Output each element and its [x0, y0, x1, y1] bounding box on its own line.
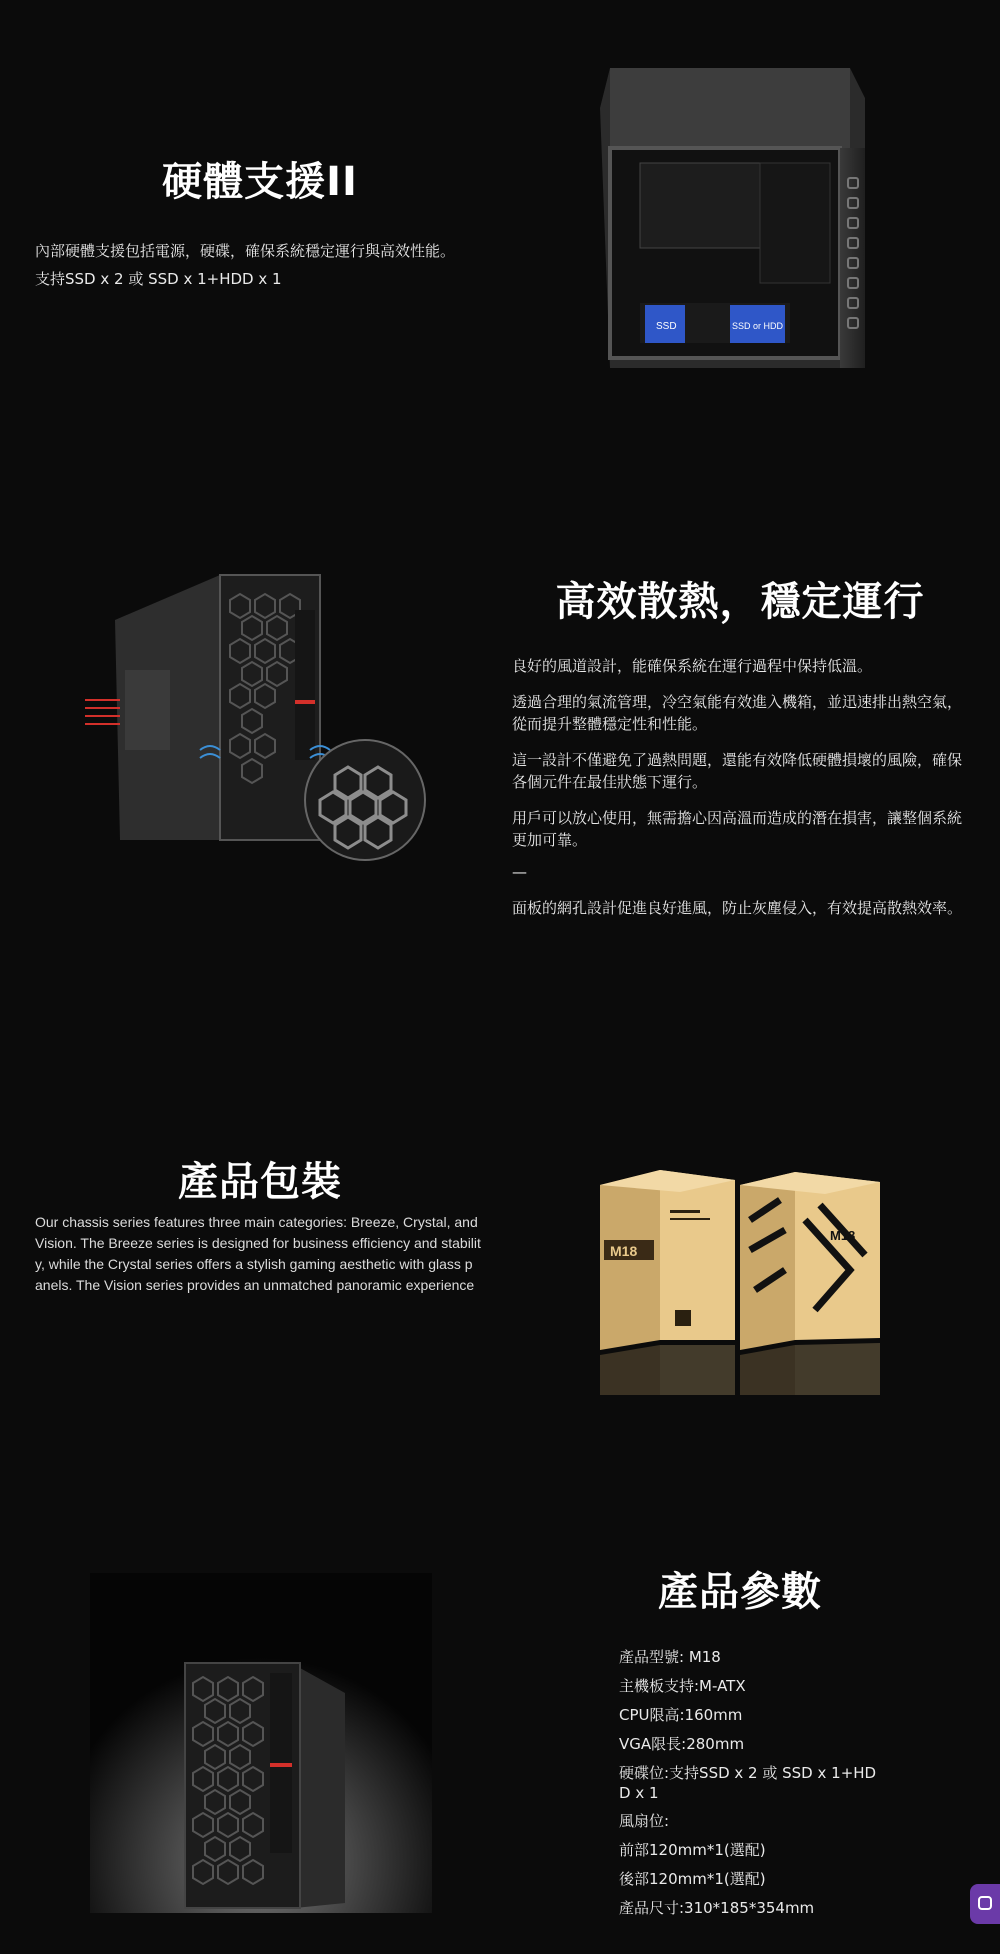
package-line-1: Our chassis series features three main categories: Breeze, Crystal, and: [35, 1214, 478, 1230]
cooling-paragraph-2: 透過合理的氣流管理，冷空氣能有效進入機箱，並迅速排出熱空氣，從而提升整體穩定性和性能。: [512, 693, 963, 733]
box-model-label-2: M18: [830, 1228, 856, 1243]
package-title: 產品包裝: [178, 1159, 342, 1205]
cooling-paragraph-4: 用戶可以放心使用，無需擔心因高溫而造成的潛在損害，讓整個系統更加可靠。: [512, 809, 963, 849]
cooling-description: [512, 655, 967, 925]
case-front-image: [90, 1573, 432, 1913]
spec-dimensions: 產品尺寸:310*185*354mm: [619, 1899, 815, 1917]
spec-cpu-height: CPU限高:160mm: [619, 1706, 743, 1724]
cooling-divider: —: [512, 863, 527, 881]
hw-line-1: 內部硬體支援包括電源，硬碟，確保系統穩定運行與高效性能。: [35, 242, 456, 260]
package-line-4: anels. The Vision series provides an unmatched panoramic experience: [35, 1277, 475, 1293]
case-airflow-image: [80, 570, 430, 870]
hw-description: [35, 240, 475, 296]
spec-motherboard: 主機板支持:M-ATX: [619, 1677, 746, 1695]
ssd-or-hdd-label: SSD or HDD: [732, 321, 784, 331]
spec-drive-bays-cont: D x 1: [619, 1784, 659, 1802]
spec-model: 產品型號: M18: [619, 1648, 721, 1666]
ssd-label: SSD: [656, 321, 677, 332]
chat-icon: [978, 1896, 992, 1910]
hw-line-2: 支持SSD x 2 或 SSD x 1+HDD x 1: [35, 270, 282, 288]
spec-rear-fan: 後部120mm*1(選配): [619, 1870, 766, 1888]
package-description: [35, 1212, 495, 1296]
chat-widget-button[interactable]: [970, 1884, 1000, 1924]
spec-drive-bays: 硬碟位:支持SSD x 2 或 SSD x 1+HD: [619, 1764, 877, 1782]
cooling-paragraph-5: 面板的網孔設計促進良好進風，防止灰塵侵入，有效提高散熱效率。: [512, 899, 963, 917]
spec-fan-slots: 風扇位:: [619, 1812, 670, 1830]
hw-title: 硬體支援II: [162, 159, 358, 205]
cooling-title: 高效散熱，穩定運行: [555, 579, 925, 625]
specs-title: 產品參數: [658, 1569, 822, 1615]
specs-list: [619, 1643, 909, 1923]
box-model-label-1: M18: [610, 1243, 638, 1259]
spec-front-fan: 前部120mm*1(選配): [619, 1841, 766, 1859]
packaging-boxes-image: [590, 1160, 900, 1400]
package-line-3: y, while the Crystal series offers a stylish gaming aesthetic with glass p: [35, 1256, 473, 1272]
package-line-2: Vision. The Breeze series is designed for business efficiency and stabilit: [35, 1235, 481, 1251]
cooling-paragraph-3: 這一設計不僅避免了過熱問題，還能有效降低硬體損壞的風險，確保各個元件在最佳狀態下運行。: [512, 751, 963, 791]
case-interior-image: [600, 68, 870, 368]
spec-vga-length: VGA限長:280mm: [619, 1735, 745, 1753]
cooling-paragraph-1: 良好的風道設計，能確保系統在運行過程中保持低溫。: [512, 657, 873, 675]
